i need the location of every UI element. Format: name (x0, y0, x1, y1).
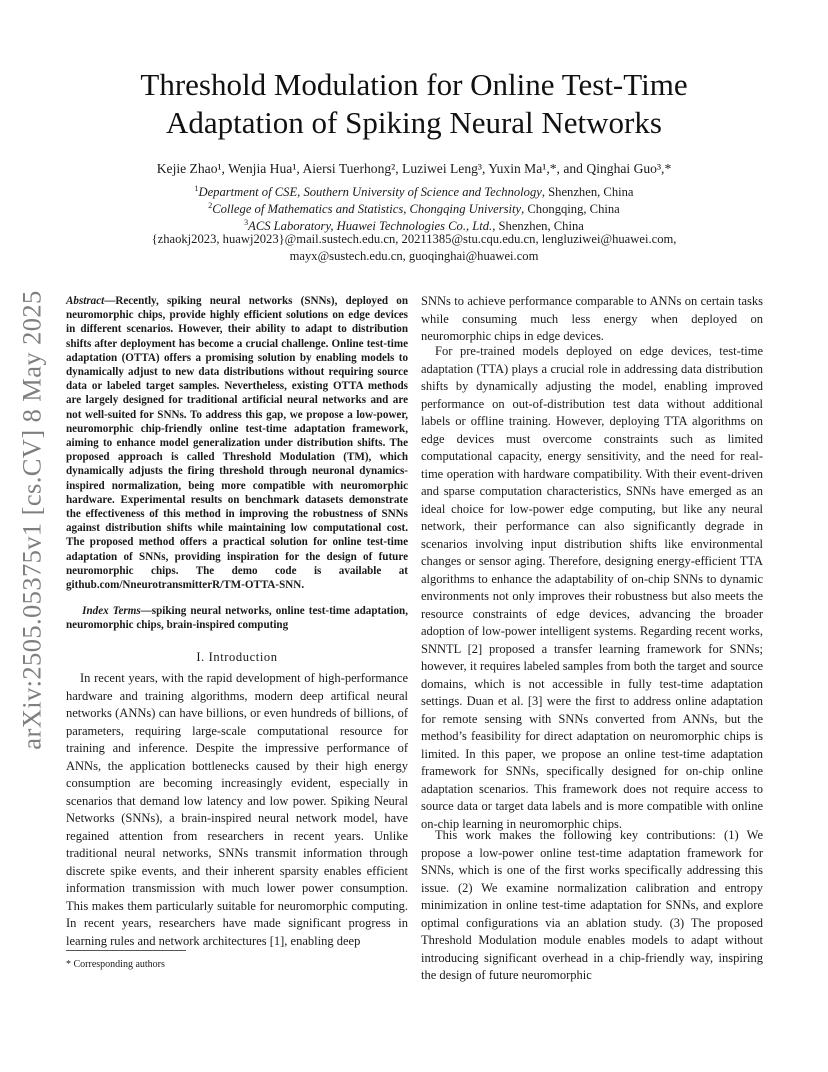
intro-paragraph-text: In recent years, with the rapid development of high-performance hardware and training algorithms, modern deep artifical neural networks (ANNs) can have billions, or even hundreds of billions, of parameters, requiring large-scale computational resource for training and inference. Despite the impressive performance of ANNs, the application bottlenecks caused by their high energy consumption are becoming increasingly evident, especially in scenarios that demand low latency and low power. Spiking Neural Networks (SNNs), a brain-inspired neural network model, have regained attention from researchers in recent years. Unlike traditional neural networks, SNNs transmit information through discrete spike events, and their inherent sparsity enables efficient information transmission with much lower power consumption. This makes them particularly suitable for neuromorphic computing. In recent years, researchers have made significant progress in learning rules and network architectures [1], enabling deep (66, 671, 408, 948)
right-column-paragraph-1 (421, 293, 763, 346)
footnote-divider (66, 950, 186, 951)
email-line-2: mayx@sustech.edu.cn, guoqinghai@huawei.com (289, 249, 539, 263)
affiliation-2-location: , Chongqing, China (521, 202, 620, 217)
right-paragraph-1-text: SNNs to achieve performance comparable to ANNs on certain tasks while consuming much less energy when deployed on neuromorphic chips in edge devices. (421, 294, 763, 343)
right-paragraph-3-text: This work makes the following key contributions: (1) We propose a low-power online test-time adaptation framework for SNNs, which is one of the first works specifically addressing this issue. (2) We examine normalization calibration and entropy minimization in online test-time adaptation for SNNs, and explore optimal configurations via an ablation study. (3) The proposed Threshold Modulation module enables models to adapt without introducing significant overhead in a chip-friendly way, inspiring the design of future neuromorphic (421, 828, 763, 982)
affiliation-2-number: 2 (208, 201, 213, 210)
affiliation-3-institution: ACS Laboratory, Huawei Technologies Co., Ltd. (248, 219, 493, 234)
arxiv-stamp-text: arXiv:2505.05375v1 [cs.CV] 8 May 2025 (16, 290, 47, 750)
index-terms-text: —spiking neural networks, online test-time adaptation, neuromorphic chips, brain-inspired computing (66, 605, 409, 632)
section-heading-introduction: I. Introduction (196, 650, 278, 664)
abstract-text: —Recently, spiking neural networks (SNNs), deployed on neuromorphic chips, provide highly efficient solutions on edge devices in different scenarios. However, their ability to adapt to distribution shifts after deployment has become a crucial challenge. Online test-time adaptation (OTTA) offers a promising solution by enabling models to dynamically adjust to new data distributions without requiring source data or labeled target samples. Nevertheless, existing OTTA methods are largely designed for traditional artificial neural networks and are not well-suited for SNNs. To address this gap, we propose a low-power, neuromorphic chip-friendly online test-time adaptation framework, aiming to enhance model generalization under distribution shifts. The proposed approach is called Threshold Modulation (TM), which dynamically adjusts the firing threshold through neuronal dynamics-inspired normalization, being more compatible with neuromorphic hardware. Experimental results on benchmark datasets demonstrate the effectiveness of this method in improving the robustness of SNNs against distribution shifts while maintaining low computational cost. The proposed method offers a practical solution for online test-time adaptation of SNNs, providing inspiration for the design of future neuromorphic chips. The demo code is available at github.com/NneurotransmitterR/TM-OTTA-SNN. (66, 295, 408, 592)
index-terms-label: Index Terms (82, 605, 141, 617)
email-line-1: {zhaokj2023, huawj2023}@mail.sustech.edu.cn, 20211385@stu.cqu.edu.cn, lengluziwei@huawei.com, (151, 232, 677, 246)
affiliation-3-number: 3 (244, 218, 249, 227)
affiliation-1-number: 1 (194, 184, 199, 193)
author-list: Kejie Zhao¹, Wenjia Hua¹, Aiersi Tuerhong², Luziwei Leng³, Yuxin Ma¹,*, and Qinghai Guo³,* (156, 161, 672, 176)
index-terms (66, 604, 408, 632)
right-paragraph-2-text: For pre-trained models deployed on edge devices, test-time adaptation (TTA) plays a crucial role in addressing data distribution shifts by dynamically adjusting the model, enabling improved performance on out-of-distribution test data without additional labels or offline training. However, deploying TTA algorithms on edge devices must overcome constraints such as limited computational capacity, energy sensitivity, and the need for real-time operation with hardware compatibility. With their event-driven and sparse computation characteristics, SNNs have emerged as an ideal choice for low-power edge computing, but like any neural network, their performance can also significantly degrade in scenarios involving input distribution shifts like environmental changes or sensor aging. Therefore, designing energy-efficient TTA algorithms to enhance the adaptability of on-chip SNNs to dynamic environments not only improves their robustness but also meets the resource constraints of edge devices, advancing the broader adoption of low-power intelligent systems. Regarding recent works, SNNTL [2] proposed a transfer learning framework for SNNs; however, it requires labeled samples from both the target and source domains, which is not accessible in fully test-time adaptation settings. Duan et al. [3] were the first to address online adaptation for remote sensing with SNNs converted from ANNs, but the method’s feasibility for direct adaptation on neuromorphic chips is limited. In this paper, we propose an online test-time adaptation framework for SNNs, specifically designed for on-chip online adaptation scenarios. This framework does not require access to source data or target data labels and is more compatible with online on-chip learning in neuromorphic chips. (421, 344, 763, 831)
affiliation-1-location: , Shenzhen, China (541, 185, 634, 200)
title-line-1: Threshold Modulation for Online Test-Time (140, 67, 688, 102)
footnote: * Corresponding authors (66, 959, 165, 970)
right-column-paragraph-3 (421, 827, 763, 985)
abstract-label: Abstract (66, 295, 105, 307)
affiliation-2-institution: College of Mathematics and Statistics, Chongqing University (212, 202, 522, 217)
title-line-2: Adaptation of Spiking Neural Networks (166, 105, 662, 140)
intro-paragraph (66, 670, 408, 950)
affiliation-1-institution: Department of CSE, Southern University of Science and Technology (198, 185, 542, 200)
paper-title (0, 66, 828, 142)
abstract (66, 294, 408, 592)
affiliation-3-location: , Shenzhen, China (492, 219, 584, 234)
right-column-paragraph-2 (421, 343, 763, 833)
